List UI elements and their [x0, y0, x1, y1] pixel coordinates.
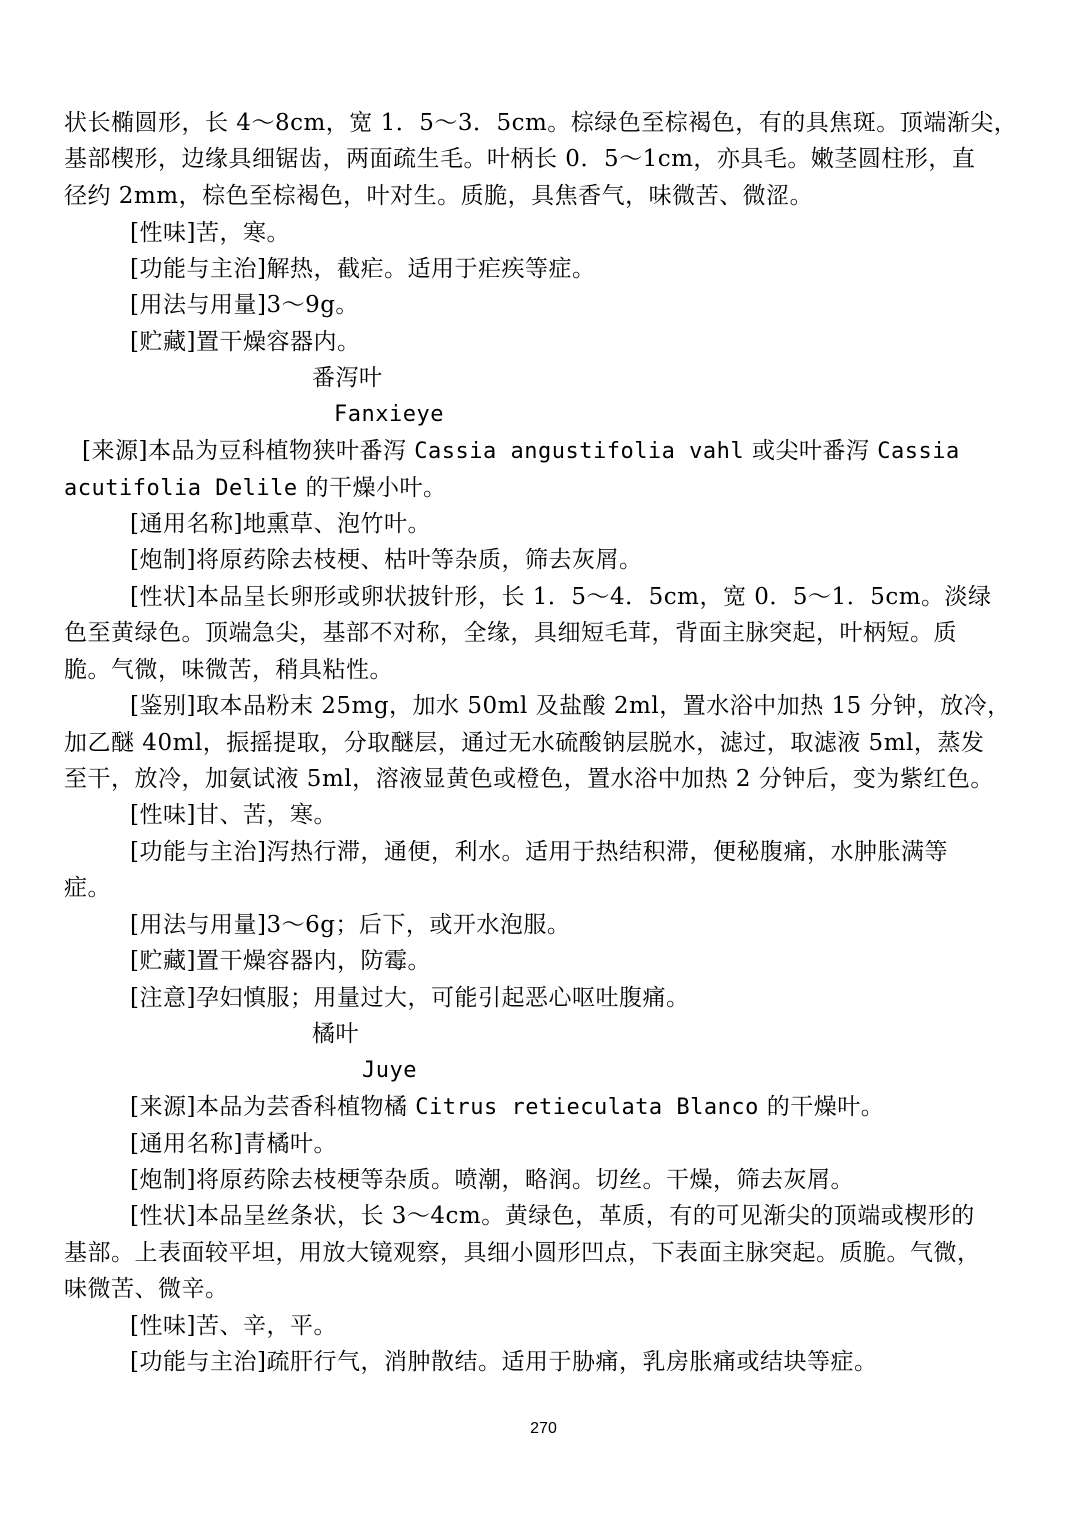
text-line: [性味]苦，寒。: [130, 220, 290, 246]
text-line: [性状]本品呈长卵形或卵状披针形，长 1．5～4．5cm，宽 0．5～1．5cm。淡绿: [130, 584, 992, 610]
text-line: [注意]孕妇慎服；用量过大，可能引起恶心呕吐腹痛。: [130, 985, 690, 1011]
text-line: [功能与主治]泻热行滞，通便，利水。适用于热结积滞，便秘腹痛，水肿胀满等: [130, 839, 948, 865]
text-line: 色至黄绿色。顶端急尖，基部不对称，全缘，具细短毛茸，背面主脉突起，叶柄短。质: [64, 620, 957, 646]
text-line: 至干，放冷，加氨试液 5ml，溶液显黄色或橙色，置水浴中加热 2 分钟后，变为紫红色。: [64, 766, 994, 792]
text-line: [贮藏]置干燥容器内。: [130, 329, 361, 355]
text-line: 脆。气微，味微苦，稍具粘性。: [64, 657, 393, 683]
text-line: [炮制]将原药除去枝梗、枯叶等杂质，筛去灰屑。: [130, 547, 643, 573]
text-line: 加乙醚 40ml，振摇提取，分取醚层，通过无水硫酸钠层脱水，滤过，取滤液 5ml，蒸发: [64, 730, 985, 756]
entry-heading: 橘叶: [312, 1021, 359, 1047]
text-line: [炮制]将原药除去枝梗等杂质。喷潮，略润。切丝。干燥，筛去灰屑。: [130, 1167, 854, 1193]
text-line: [来源]本品为豆科植物狭叶番泻 Cassia angustifolia vahl 或尖叶番泻 Cassia: [82, 438, 960, 464]
text-line: [用法与用量]3～9g。: [130, 292, 359, 318]
text-line: [来源]本品为芸香科植物橘 Citrus retieculata Blanco 的干燥叶。: [130, 1094, 885, 1120]
text-line: [用法与用量]3～6g；后下，或开水泡服。: [130, 912, 571, 938]
text-line: [性味]甘、苦，寒。: [130, 802, 337, 828]
text-line: 径约 2mm，棕色至棕褐色，叶对生。质脆，具焦香气，味微苦、微涩。: [64, 183, 814, 209]
text-line: 状长椭圆形，长 4～8cm，宽 1．5～3．5cm。棕绿色至棕褐色，有的具焦斑。顶端渐尖，: [64, 110, 1018, 136]
text-line: 基部楔形，边缘具细锯齿，两面疏生毛。叶柄长 0．5～1cm，亦具毛。嫩茎圆柱形，直: [64, 146, 976, 172]
entry-pinyin: Fanxieye: [334, 402, 444, 427]
entry-heading: 番泻叶: [312, 365, 383, 391]
page-number: 270: [530, 1420, 557, 1437]
entry-pinyin: Juye: [362, 1058, 417, 1083]
text-line: 基部。上表面较平坦，用放大镜观察，具细小圆形凹点，下表面主脉突起。质脆。气微，: [64, 1240, 981, 1266]
text-line: [贮藏]置干燥容器内，防霉。: [130, 948, 431, 974]
text-line: 症。: [64, 875, 111, 901]
text-line: [鉴别]取本品粉末 25mg，加水 50ml 及盐酸 2ml，置水浴中加热 15 分钟，放冷，: [130, 693, 1011, 719]
text-line: acutifolia Delile 的干燥小叶。: [64, 475, 447, 501]
text-line: [性味]苦、辛，平。: [130, 1313, 337, 1339]
text-line: [通用名称]地熏草、泡竹叶。: [130, 511, 431, 537]
text-line: [性状]本品呈丝条状，长 3～4cm。黄绿色，革质，有的可见渐尖的顶端或楔形的: [130, 1203, 975, 1229]
text-line: [功能与主治]疏肝行气，消肿散结。适用于胁痛，乳房胀痛或结块等症。: [130, 1349, 878, 1375]
text-line: 味微苦、微辛。: [64, 1276, 229, 1302]
text-line: [通用名称]青橘叶。: [130, 1131, 337, 1157]
text-line: [功能与主治]解热，截疟。适用于疟疾等症。: [130, 256, 596, 282]
